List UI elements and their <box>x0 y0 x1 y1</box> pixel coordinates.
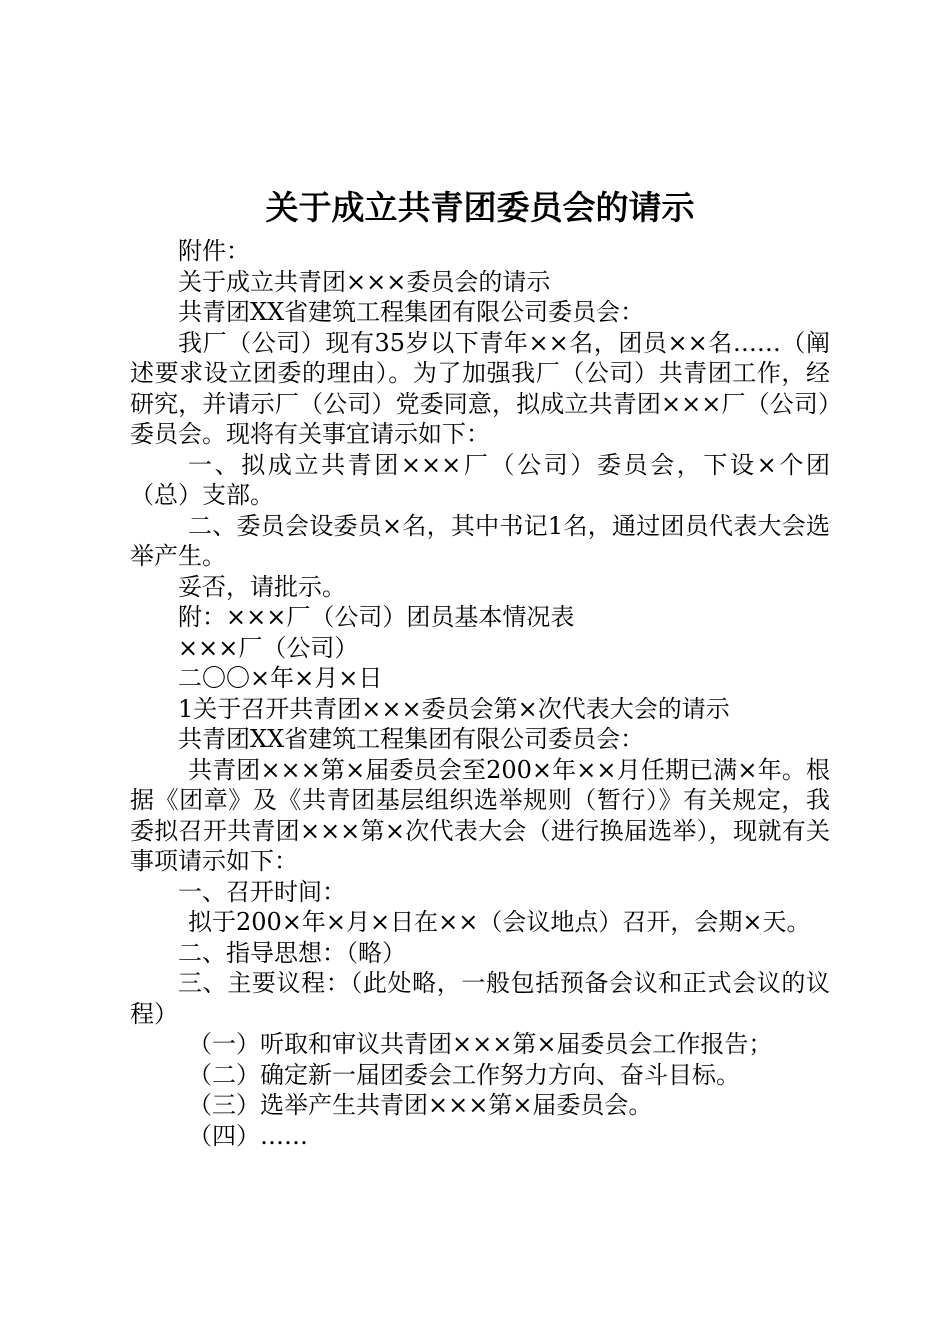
paragraph-section-guidance: 二、指导思想：（略） <box>178 938 406 967</box>
paragraph-signature: ×××厂（公司） <box>178 633 359 662</box>
paragraph-item-1: 一、拟成立共青团×××厂（公司）委员会，下设×个团（总）支部。 <box>130 450 830 509</box>
paragraph-term-expiry: 共青团×××第×届委员会至200×年××月任期已满×年。根据《团章》及《共青团基层组织选举规则（暂行）》有关规定，我委拟召开共青团×××第×次代表大会（进行换届选举），现就有关事项请示如下： <box>130 755 830 875</box>
paragraph-item-2: 二、委员会设委员×名，其中书记1名，通过团员代表大会选举产生。 <box>130 511 830 570</box>
paragraph-agenda-item-4: （四）…… <box>188 1121 308 1150</box>
paragraph-closing: 妥否，请批示。 <box>178 572 346 601</box>
paragraph-request-title-2: 1关于召开共青团×××委员会第×次代表大会的请示 <box>178 694 730 723</box>
document-title: 关于成立共青团委员会的请示 <box>265 188 695 227</box>
paragraph-appendix: 附：×××厂（公司）团员基本情况表 <box>178 603 575 631</box>
paragraph-addressee-1: 共青团XX省建筑工程集团有限公司委员会： <box>178 298 645 326</box>
paragraph-request-title-1: 关于成立共青团×××委员会的请示 <box>178 267 551 296</box>
paragraph-section-agenda: 三、主要议程：（此处略，一般包括预备会议和正式会议的议程） <box>130 969 830 1028</box>
paragraph-meeting-date: 拟于200×年×月×日在××（会议地点）召开，会期×天。 <box>188 908 811 936</box>
document-body <box>130 236 830 1151</box>
paragraph-agenda-item-3: （三）选举产生共青团×××第×届委员会。 <box>188 1091 653 1119</box>
paragraph-date: 二〇〇×年×月×日 <box>178 664 383 692</box>
paragraph-reason: 我厂（公司）现有35岁以下青年××名，团员××名……（阐述要求设立团委的理由）。为了加强我厂（公司）共青团工作，经研究，并请示厂（公司）党委同意，拟成立共青团×××厂（公司）委员会。现将有关事宜请示如下： <box>130 328 830 448</box>
paragraph-agenda-item-2: （二）确定新一届团委会工作努力方向、奋斗目标。 <box>188 1060 740 1089</box>
paragraph-addressee-2: 共青团XX省建筑工程集团有限公司委员会： <box>178 725 645 753</box>
paragraph-section-time: 一、召开时间： <box>178 877 346 906</box>
paragraph-agenda-item-1: （一）听取和审议共青团×××第×届委员会工作报告； <box>188 1030 773 1058</box>
paragraph-attachment-label: 附件： <box>178 237 250 265</box>
